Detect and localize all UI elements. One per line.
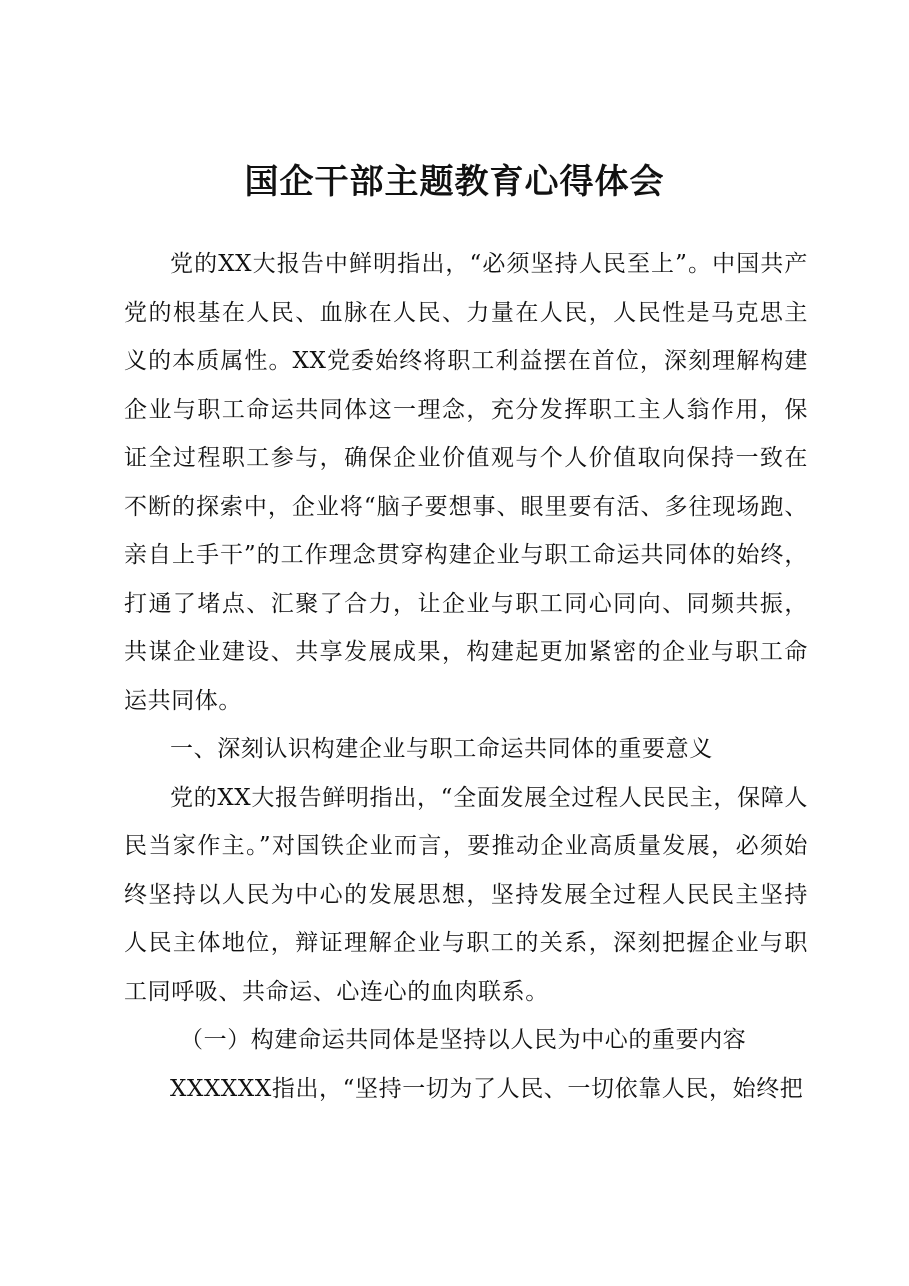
document-body (124, 240, 808, 1113)
subsection-heading-1: （一）构建命运共同体是坚持以人民为中心的重要内容 (180, 1027, 747, 1053)
section-heading-1: 一、深刻认识构建企业与职工命运共同体的重要意义 (170, 736, 713, 762)
paragraph-subsection-1: XXXXXX指出，“坚持一切为了人民、一切依靠人民，始终把 (170, 1075, 804, 1102)
document-title: 国企干部主题教育心得体会 (244, 162, 665, 202)
paragraph-section-1: 党的XX大报告鲜明指出，“全面发展全过程人民民主，保障人民当家作主。”对国铁企业而言，要推动企业高质量发展，必须始终坚持以人民为中心的发展思想，坚持发展全过程人民民主坚持人民主体地位，辩证理解企业与职工的关系，深刻把握企业与职工同呼吸、共命运、心连心的血肉联系。 (124, 784, 808, 1005)
paragraph-intro: 党的XX大报告中鲜明指出，“必须坚持人民至上”。中国共产党的根基在人民、血脉在人民、力量在人民，人民性是马克思主义的本质属性。XX党委始终将职工利益摆在首位，深刻理解构建企业与职工命运共同体这一理念，充分发挥职工主人翁作用，保证全过程职工参与，确保企业价值观与个人价值取向保持一致在不断的探索中，企业将“脑子要想事、眼里要有活、多往现场跑、亲自上手干”的工作理念贯穿构建企业与职工命运共同体的始终，打通了堵点、汇聚了合力，让企业与职工同心同向、同频共振，共谋企业建设、共享发展成果，构建起更加紧密的企业与职工命运共同体。 (124, 251, 808, 714)
